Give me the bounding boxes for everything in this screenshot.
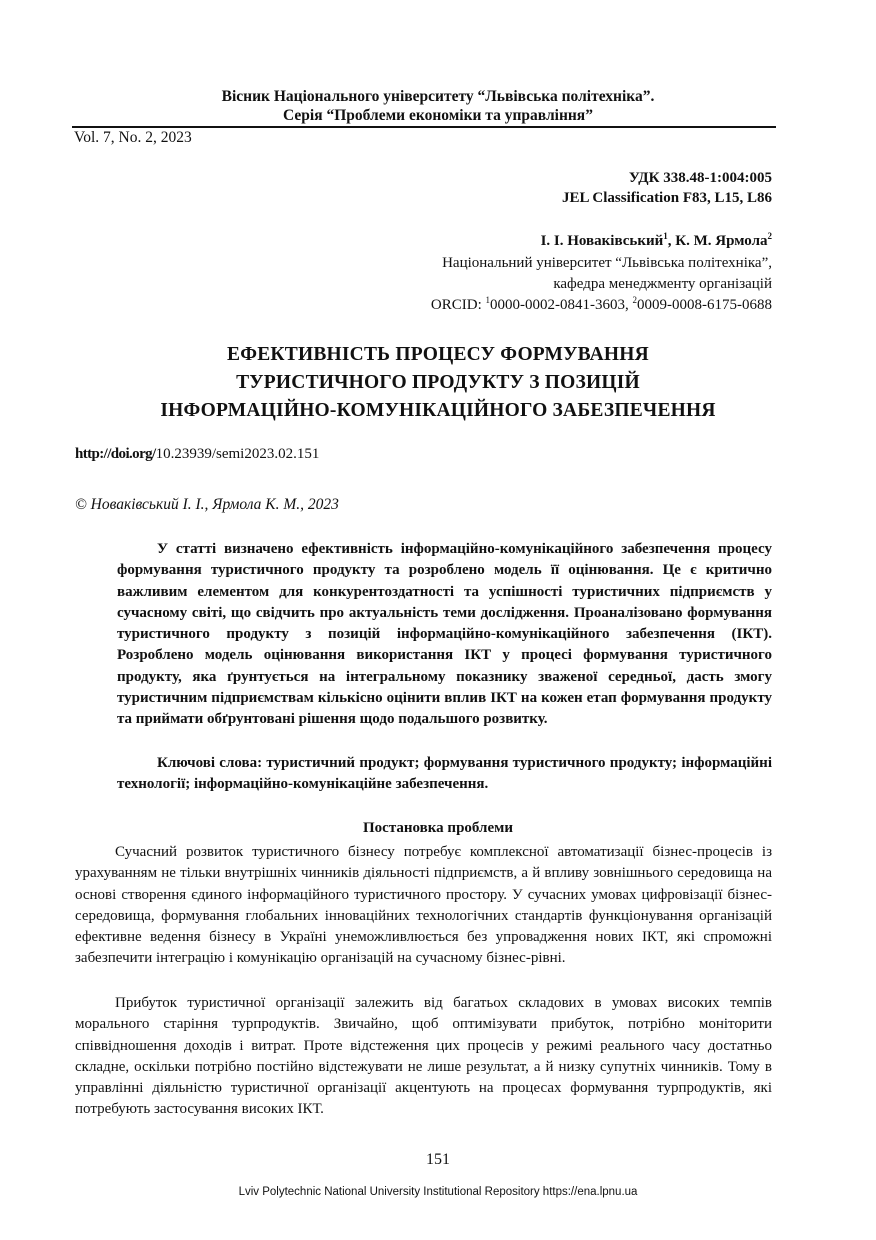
doi-prefix: http://doi.org/: [75, 446, 156, 462]
journal-title-line1: Вісник Національного університету “Львівська політехніка”.: [221, 88, 655, 105]
journal-series-line: Серія “Проблеми економіки та управління”: [283, 107, 593, 124]
volume-info: Vol. 7, No. 2, 2023: [74, 129, 192, 146]
header-divider: [72, 126, 776, 128]
page-number: 151: [426, 1151, 450, 1168]
orcid-line: [431, 295, 772, 316]
author-1-affil-mark: 1: [663, 231, 668, 241]
title-line-3: ІНФОРМАЦІЙНО-КОМУНІКАЦІЙНОГО ЗАБЕЗПЕЧЕННЯ: [160, 400, 716, 421]
body-paragraph-1: Сучасний розвиток туристичного бізнесу потребує комплексної автоматизації бізнес-процесів із урахуванням не тільки внутрішніх чинників діяльності підприємств, а й впливу зовнішнього середовища на основі створення єдиного інформаційного туристичного простору. У сучасних умовах цифровізації бізнес-середовища, формування глобальних інноваційних технологічних стандартів функціонування організацій ефективне ведення бізнесу в Україні унеможливлюється без упровадження нових ІКТ, які спроможні забезпечити інтеграцію і комунікацію організацій на сучасному бізнес-рівні.: [75, 844, 772, 967]
author-1: І. І. Новаківський: [540, 233, 664, 249]
title-line-2: ТУРИСТИЧНОГО ПРОДУКТУ З ПОЗИЦІЙ: [236, 372, 640, 393]
orcid-2[interactable]: 0009-0008-6175-0688: [637, 297, 772, 313]
affiliation-university: Національний університет “Львівська політехніка”,: [442, 255, 772, 271]
section-heading: Постановка проблеми: [363, 820, 513, 836]
orcid-1-mark: 1: [485, 295, 490, 305]
repository-footer: Lviv Polytechnic National University Institutional Repository https://ena.lpnu.ua: [238, 1186, 638, 1198]
abstract-text: У статті визначено ефективність інформаційно-комунікаційного забезпечення процесу формування туристичного продукту та розроблено модель її оцінювання. Це є критично важливим елементом для конкурентоздатності та успішності туристичних підприємств у сучасному світі, що свідчить про актуальність теми дослідження. Проаналізовано формування туристичного продукту з позицій інформаційно-комунікаційного забезпечення (ІКТ). Розроблено модель оцінювання використання ІКТ у процесі формування туристичного продукту, яка ґрунтується на інтегральному показнику зваженої середньої, дасть змогу туристичним підприємствам кількісно оцінити вплив ІКТ на кожен етап формування продукту та приймати обґрунтовані рішення щодо подальшого розвитку.: [117, 541, 772, 728]
orcid-label: ORCID:: [430, 297, 486, 313]
copyright-notice: © Новаківський І. І., Ярмола К. М., 2023: [75, 496, 339, 513]
jel-classification: JEL Classification F83, L15, L86: [561, 190, 772, 206]
affiliation-department: кафедра менеджменту організацій: [553, 276, 772, 292]
author-2: К. М. Ярмола: [675, 233, 768, 249]
authors-line: [541, 231, 772, 252]
author-separator: ,: [667, 233, 676, 249]
doi-suffix: 10.23939/semi2023.02.151: [155, 446, 320, 462]
article-title: [0, 341, 876, 425]
body-paragraph-2: Прибуток туристичної організації залежить від багатьох складових в умовах високих темпів морального старіння турпродуктів. Звичайно, щоб оптимізувати прибуток, потрібно моніторити співвідношення доходів і витрат. Проте відстеження цих процесів у режимі реального часу достатньо складне, оскільки потрібно постійно відстежувати не лише результат, а й низку супутніх чинників. Тому в управлінні діяльністю туристичної організації акцентують на процесах формування турпродуктів, які потребують застосування високих ІКТ.: [75, 995, 772, 1118]
keywords-text: Ключові слова: туристичний продукт; формування туристичного продукту; інформаційні технології; інформаційно-комунікаційне забезпечення.: [117, 755, 772, 793]
orcid-2-mark: 2: [632, 295, 637, 305]
udk-code: УДК 338.48-1:004:005: [628, 170, 772, 186]
doi-link[interactable]: [75, 446, 319, 463]
orcid-1[interactable]: 0000-0002-0841-3603,: [490, 297, 633, 313]
author-2-affil-mark: 2: [767, 231, 772, 241]
title-line-1: ЕФЕКТИВНІСТЬ ПРОЦЕСУ ФОРМУВАННЯ: [227, 344, 649, 365]
